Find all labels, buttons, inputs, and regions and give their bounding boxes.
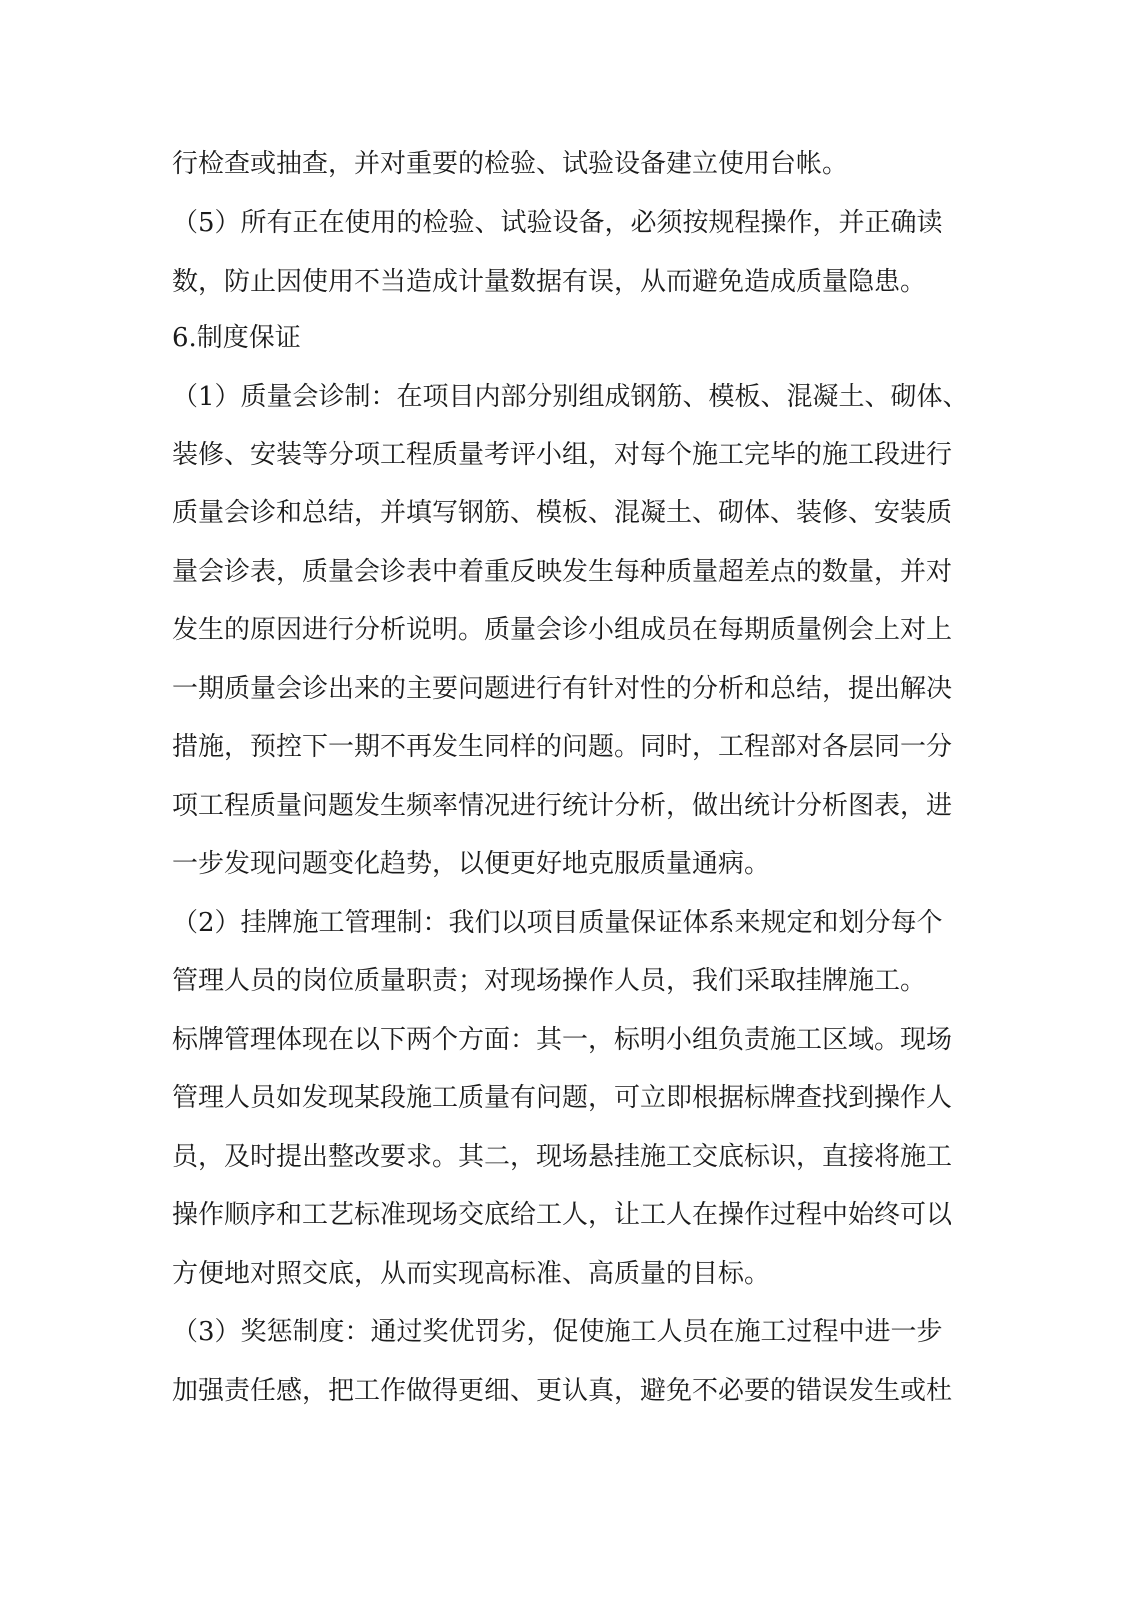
text-line: 管理人员的岗位质量职责；对现场操作人员，我们采取挂牌施工。 <box>172 966 927 996</box>
text-line: 行检查或抽查，并对重要的检验、试验设备建立使用台帐。 <box>172 149 849 179</box>
text-line: 标牌管理体现在以下两个方面：其一，标明小组负责施工区域。现场 <box>172 1025 953 1055</box>
text-line: 质量会诊和总结，并填写钢筋、模板、混凝土、砌体、装修、安装质 <box>172 498 953 528</box>
text-line: 一期质量会诊出来的主要问题进行有针对性的分析和总结，提出解决 <box>172 674 953 704</box>
text-line: 加强责任感，把工作做得更细、更认真，避免不必要的错误发生或杜 <box>172 1376 953 1406</box>
text-line: 发生的原因进行分析说明。质量会诊小组成员在每期质量例会上对上 <box>172 615 953 645</box>
section-heading: 6.制度保证 <box>172 323 301 353</box>
text-line: 数，防止因使用不当造成计量数据有误，从而避免造成质量隐患。 <box>172 267 927 297</box>
text-line: 一步发现问题变化趋势，以便更好地克服质量通病。 <box>172 849 771 879</box>
text-line: （2）挂牌施工管理制：我们以项目质量保证体系来规定和划分每个 <box>172 908 943 938</box>
text-line: 量会诊表，质量会诊表中着重反映发生每种质量超差点的数量，并对 <box>172 557 953 587</box>
text-line: 操作顺序和工艺标准现场交底给工人，让工人在操作过程中始终可以 <box>172 1200 953 1230</box>
text-line: 措施，预控下一期不再发生同样的问题。同时，工程部对各层同一分 <box>172 732 953 762</box>
text-line: 员，及时提出整改要求。其二，现场悬挂施工交底标识，直接将施工 <box>172 1142 953 1172</box>
text-line: 管理人员如发现某段施工质量有问题，可立即根据标牌查找到操作人 <box>172 1083 953 1113</box>
text-line: 装修、安装等分项工程质量考评小组，对每个施工完毕的施工段进行 <box>172 440 953 470</box>
text-line: 项工程质量问题发生频率情况进行统计分析，做出统计分析图表，进 <box>172 791 953 821</box>
text-line: （5）所有正在使用的检验、试验设备，必须按规程操作，并正确读 <box>172 208 943 238</box>
text-line: （3）奖惩制度：通过奖优罚劣，促使施工人员在施工过程中进一步 <box>172 1317 943 1347</box>
text-line: 方便地对照交底，从而实现高标准、高质量的目标。 <box>172 1259 771 1289</box>
text-line: （1）质量会诊制：在项目内部分别组成钢筋、模板、混凝土、砌体、 <box>172 382 969 412</box>
